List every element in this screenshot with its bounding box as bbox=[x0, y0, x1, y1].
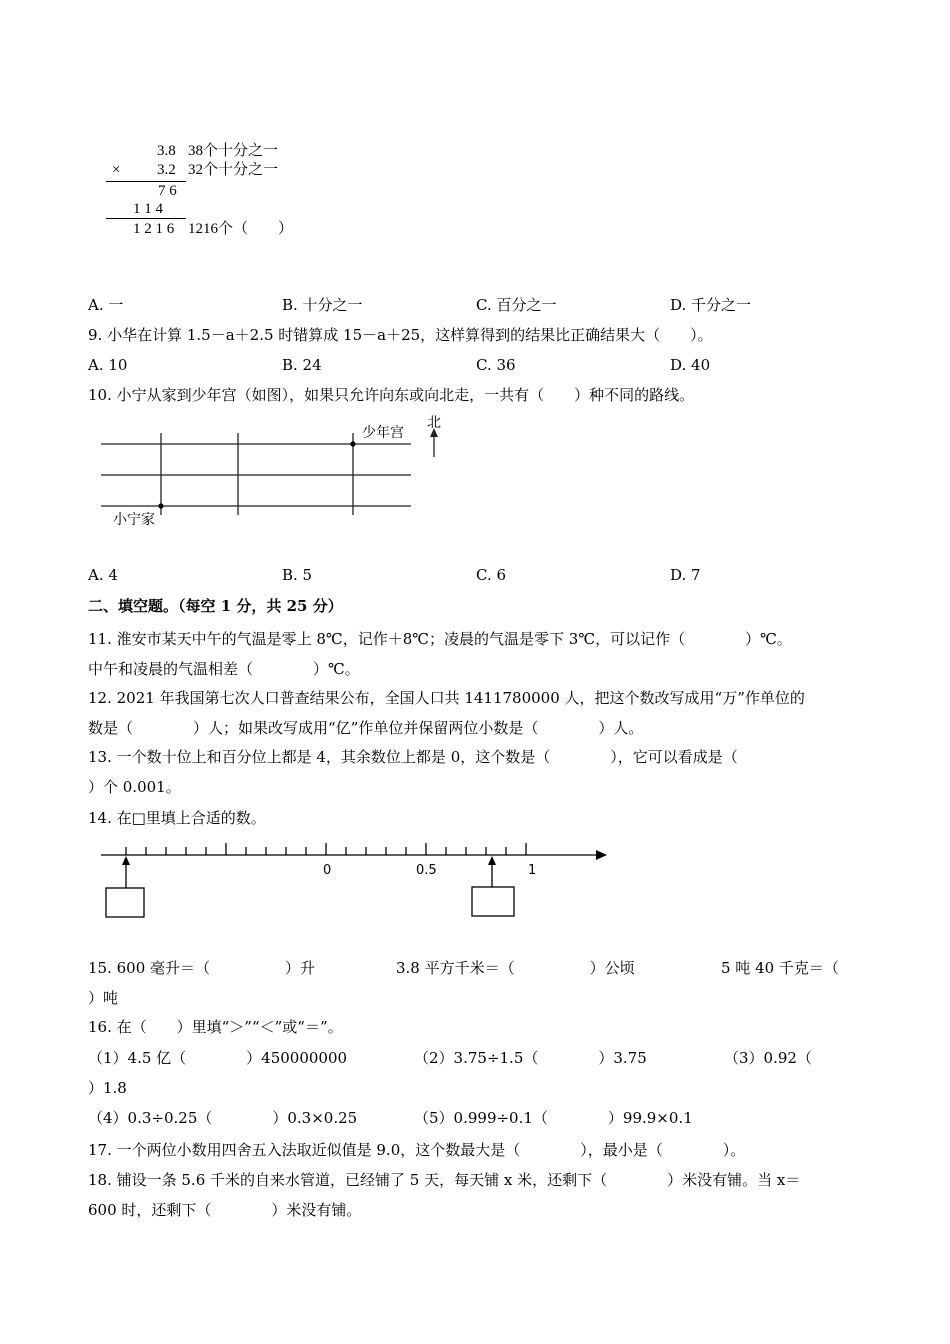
q8-option-b[interactable]: B. 十分之一 bbox=[282, 296, 363, 314]
q10-option-c[interactable]: C. 6 bbox=[476, 566, 507, 584]
number-line-arrow-icon bbox=[596, 850, 607, 860]
label-half: 0.5 bbox=[416, 863, 437, 878]
partial-product-1: 7 6 bbox=[158, 183, 177, 199]
partial-product-2: 1 1 4 bbox=[133, 201, 163, 217]
q15-line-2: ）吨 bbox=[88, 989, 119, 1007]
q9-text: 9. 小华在计算 1.5－a＋2.5 时错算成 15－a＋25，这样算得到的结果比正确结果大（ ）。 bbox=[88, 326, 713, 344]
label-zero: 0 bbox=[323, 863, 332, 878]
factor-1: 3.8 bbox=[157, 143, 176, 159]
q12-line-2: 数是（ ）人；如果改写成用“亿”作单位并保留两位小数是（ ）人。 bbox=[88, 719, 644, 737]
q13-line-1: 13. 一个数十位上和百分位上都是 4，其余数位上都是 0，这个数是（ ），它可以看成是（ bbox=[88, 748, 738, 766]
q9-option-d[interactable]: D. 40 bbox=[670, 356, 711, 374]
q9-option-c[interactable]: C. 36 bbox=[476, 356, 516, 374]
q16-item-4: （4）0.3÷0.25（ ）0.3×0.25 bbox=[88, 1109, 358, 1127]
pointer-right-arrow-icon bbox=[488, 856, 496, 865]
route-grid-map bbox=[0, 0, 950, 540]
product-note: 1216个（ ） bbox=[188, 221, 294, 237]
q16-item-2: （2）3.75÷1.5（ ）3.75 bbox=[414, 1049, 647, 1067]
q17-text: 17. 一个两位小数用四舍五入法取近似值是 9.0，这个数最大是（ ），最小是（ ）。 bbox=[88, 1141, 746, 1159]
q13-line-2: ）个 0.001。 bbox=[88, 778, 181, 796]
q15-part-3: 5 吨 40 千克＝（ bbox=[721, 959, 839, 977]
factor-2: 3.2 bbox=[157, 162, 176, 178]
factor-1-note: 38个十分之一 bbox=[188, 143, 279, 159]
factor-2-note: 32个十分之一 bbox=[188, 162, 279, 178]
q10-option-d[interactable]: D. 7 bbox=[670, 566, 701, 584]
q8-option-a[interactable]: A. 一 bbox=[88, 296, 124, 314]
destination-dot bbox=[350, 441, 355, 446]
q9-option-b[interactable]: B. 24 bbox=[282, 356, 322, 374]
q16-item-1: （1）4.5 亿（ ）450000000 bbox=[88, 1049, 348, 1067]
q16-text: 16. 在（ ）里填“＞”“＜”或“＝”。 bbox=[88, 1018, 343, 1036]
q8-option-d[interactable]: D. 千分之一 bbox=[670, 296, 752, 314]
q12-line-1: 12. 2021 年我国第七次人口普查结果公布，全国人口共 1411780000 人，把这个数改写成用“万”作单位的 bbox=[88, 689, 805, 707]
north-label: 北 bbox=[427, 415, 441, 431]
q18-line-2: 600 时，还剩下（ ）米没有铺。 bbox=[88, 1201, 362, 1219]
q10-option-a[interactable]: A. 4 bbox=[88, 566, 118, 584]
destination-label: 少年宫 bbox=[362, 425, 404, 441]
q8-option-c[interactable]: C. 百分之一 bbox=[476, 296, 557, 314]
q11-line-1: 11. 淮安市某天中午的气温是零上 8℃，记作＋8℃；凌晨的气温是零下 3℃，可以记作（ ）℃。 bbox=[88, 630, 792, 648]
start-dot bbox=[158, 503, 163, 508]
start-label: 小宁家 bbox=[113, 512, 155, 528]
q16-item-5: （5）0.999÷0.1（ ）99.9×0.1 bbox=[414, 1109, 693, 1127]
q16-item-3-cont: ）1.8 bbox=[88, 1079, 127, 1097]
q16-item-3: （3）0.92（ bbox=[724, 1049, 812, 1067]
multiply-sign: × bbox=[112, 162, 121, 178]
q15-part-1: 15. 600 毫升＝（ ）升 bbox=[88, 959, 316, 977]
q18-line-1: 18. 铺设一条 5.6 千米的自来水管道，已经铺了 5 天，每天铺 x 米，还剩下（ ）米没有铺。当 x＝ bbox=[88, 1171, 801, 1189]
number-line bbox=[0, 820, 950, 930]
label-one: 1 bbox=[528, 863, 537, 878]
pointer-left-arrow-icon bbox=[122, 856, 130, 865]
answer-box-right[interactable] bbox=[472, 887, 514, 916]
q14-text: 14. 在□里填上合适的数。 bbox=[88, 809, 266, 827]
answer-box-left[interactable] bbox=[106, 888, 144, 917]
q10-option-b[interactable]: B. 5 bbox=[282, 566, 313, 584]
product: 1 2 1 6 bbox=[133, 221, 175, 237]
q15-part-2: 3.8 平方千米＝（ ）公顷 bbox=[396, 959, 635, 977]
q9-option-a[interactable]: A. 10 bbox=[88, 356, 128, 374]
section-2-title: 二、填空题。（每空 1 分，共 25 分） bbox=[88, 597, 343, 615]
q10-text: 10. 小宁从家到少年宫（如图），如果只允许向东或向北走，一共有（ ）种不同的路线。 bbox=[88, 386, 695, 404]
q11-line-2: 中午和凌晨的气温相差（ ）℃。 bbox=[88, 660, 360, 678]
